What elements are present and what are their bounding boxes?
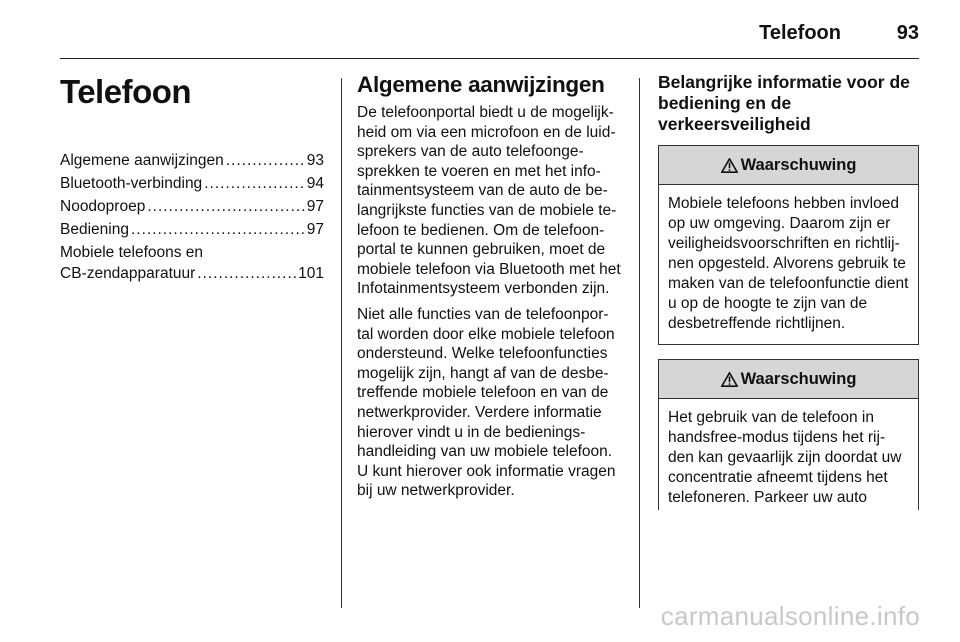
left-column (60, 72, 324, 286)
toc-leader (147, 196, 304, 217)
warning-heading: Waarschuwing (740, 369, 857, 388)
page-number: 93 (896, 22, 919, 44)
toc-item-label: CB-zendapparatuur (60, 265, 196, 282)
header-title: Telefoon (759, 22, 841, 44)
toc-item-page: 93 (306, 152, 324, 169)
page-header (60, 14, 919, 59)
warning-heading: Waarschuwing (740, 155, 857, 174)
warning-header (659, 360, 918, 399)
warning-header (659, 146, 918, 185)
toc-item[interactable] (60, 150, 324, 171)
warning-triangle-icon (721, 158, 738, 173)
warning-triangle-icon (721, 372, 738, 387)
body-paragraph: De telefoonportal biedt u de mogelijk- heid om via een microfoon en de luid- sprekers van de auto telefoonge- sprekken te voeren en met het info- tainmentsysteem van de auto de be- langrijkste functies van de mobiele te- lefoon te bedienen. Om de telefoon- portal te kunnen gebruiken, moet de mobiele telefoon via Bluetooth met het Infotainmentsysteem verbonden zijn. (357, 104, 621, 298)
toc-item[interactable] (60, 196, 324, 217)
toc-leader (204, 173, 305, 194)
toc-item[interactable] (60, 219, 324, 240)
toc-item-page: 94 (306, 175, 324, 192)
warning-text: Het gebruik van de telefoon in handsfree-modus tijdens het rij- den kan gevaarlijk zijn doordat uw concentratie afneemt tijdens het telefoneren. Parkeer uw auto (668, 409, 902, 506)
toc-item[interactable] (60, 173, 324, 194)
toc-item-page: 97 (306, 198, 324, 215)
toc-item-label: Bluetooth-verbinding (60, 175, 203, 192)
middle-column (357, 72, 623, 501)
column-divider (341, 78, 342, 608)
section-title: Algemene aanwijzingen (357, 72, 605, 97)
warning-box (658, 145, 919, 345)
right-column (658, 72, 919, 510)
watermark: carmanualsonline.info (660, 601, 920, 631)
chapter-title: Telefoon (60, 73, 192, 110)
toc-item-label-line1: Mobiele telefoons en (60, 244, 204, 261)
toc-leader (226, 150, 305, 171)
subsection-title: Belangrijke informatie voor de bediening en de verkeersveiligheid (658, 72, 910, 134)
toc-item-page: 97 (306, 221, 324, 238)
warning-text: Mobiele telefoons hebben invloed op uw omgeving. Daarom zijn er veiligheidsvoorschriften en richtlij- nen opgesteld. Alvorens gebruik te maken van de telefoonfunctie dient u op de hoogte te zijn van de desbetreffende richtlijnen. (668, 195, 909, 332)
toc-item-label: Bediening (60, 221, 129, 238)
table-of-contents (60, 150, 324, 284)
toc-item-label: Noodoproep (60, 198, 146, 215)
column-divider (639, 78, 640, 608)
toc-item[interactable] (60, 242, 324, 284)
toc-item-page: 101 (298, 265, 324, 282)
toc-item-label: Algemene aanwijzingen (60, 152, 224, 169)
toc-leader (197, 263, 296, 284)
warning-box (658, 359, 919, 510)
toc-leader (131, 219, 305, 240)
body-paragraph: Niet alle functies van de telefoonpor- tal worden door elke mobiele telefoon ondersteund. Welke telefoonfuncties mogelijk zijn, hangt af van de desbe- treffende mobiele telefoon en van de netwerkprovider. Verdere informatie hierover vindt u in de bedienings- handleiding van uw mobiele telefoon. U kunt hierover ook informatie vragen bij uw netwerkprovider. (357, 305, 616, 500)
